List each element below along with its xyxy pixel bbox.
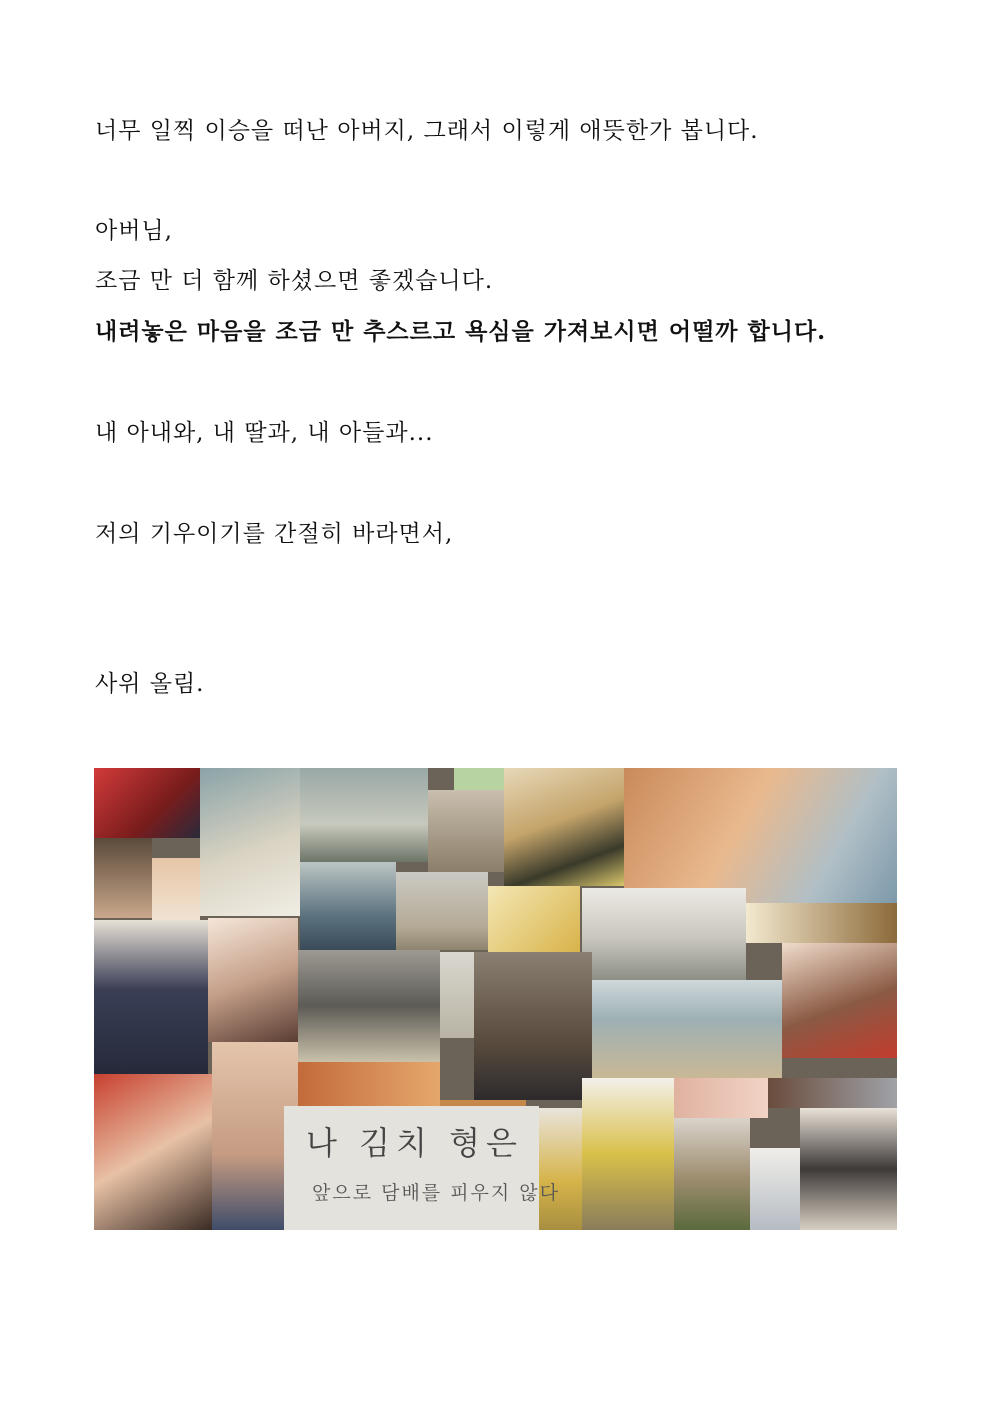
photo-tile (674, 1118, 750, 1230)
photo-tile (152, 858, 200, 920)
photo-tile (200, 768, 300, 916)
photo-tile (674, 1078, 768, 1118)
photo-collage (94, 768, 897, 1230)
letter-line-1: 너무 일찍 이승을 떠난 아버지, 그래서 이렇게 애뜻한가 봅니다. (95, 118, 759, 144)
photo-tile (396, 872, 488, 950)
photo-tile (454, 768, 504, 790)
letter-line-bold: 내려놓은 마음을 조금 만 추스르고 욕심을 가져보시면 어떨까 합니다. (95, 318, 827, 345)
photo-tile (94, 920, 208, 1074)
photo-tile (592, 980, 782, 1078)
handwritten-note (284, 1106, 561, 1230)
photo-tile (782, 943, 897, 1058)
photo-tile (750, 1148, 800, 1230)
photo-tile (800, 1108, 897, 1230)
signature: 사위 올림. (95, 671, 205, 697)
photo-tile (94, 1074, 212, 1230)
photo-tile (474, 952, 592, 1100)
photo-tile (440, 952, 474, 1038)
letter-line-3: 조금 만 더 함께 하셨으면 좋겠습니다. (95, 268, 494, 294)
letter-line-5: 내 아내와, 내 딸과, 내 아들과... (95, 420, 434, 446)
photo-tile (298, 950, 440, 1062)
note-line-2: 앞으로 담배를 피우지 않다 (312, 1182, 561, 1204)
photo-tile (208, 918, 298, 1042)
photo-tile (300, 768, 428, 862)
photo-tile (300, 862, 396, 950)
photo-tile (94, 838, 152, 918)
photo-tile (746, 903, 897, 943)
photo-tile (582, 888, 746, 980)
note-line-1: 나 김치 형은 (306, 1124, 523, 1162)
photo-tile (768, 1078, 897, 1108)
photo-tile (582, 1078, 674, 1230)
photo-tile (488, 886, 580, 952)
letter-line-6: 저의 기우이기를 간절히 바라면서, (95, 521, 454, 547)
photo-tile (504, 768, 624, 886)
photo-tile (298, 1062, 440, 1106)
photo-tile (94, 768, 200, 838)
greeting: 아버님, (95, 218, 173, 244)
